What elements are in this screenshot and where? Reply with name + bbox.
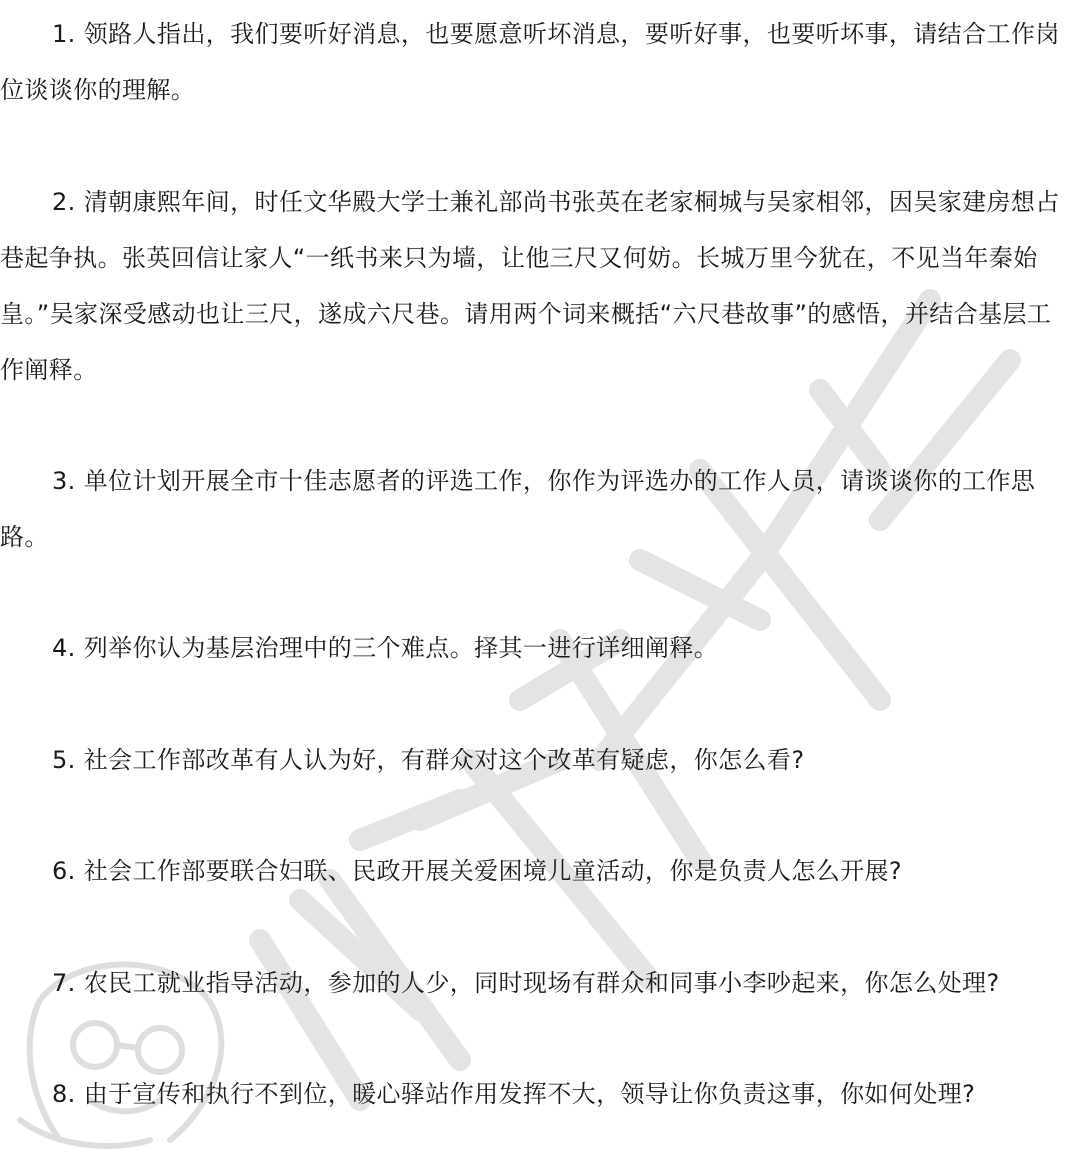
question-4: 4. 列举你认为基层治理中的三个难点。择其一进行详细阐释。	[52, 634, 719, 662]
question-3: 3. 单位计划开展全市十佳志愿者的评选工作，你作为评选办的工作人员，请谈谈你的工作思路。	[0, 467, 1036, 551]
question-2: 2. 清朝康熙年间，时任文华殿大学士兼礼部尚书张英在老家桐城与吴家相邻，因吴家建房想占巷起争执。张英回信让家人“一纸书来只为墙，让他三尺又何妨。长城万里今犹在，不见当年秦始皇。”吴家深受感动也让三尺，遂成六尺巷。请用两个词来概括“六尺巷故事”的感悟，并结合基层工作阐释。	[0, 188, 1060, 384]
question-1: 1. 领路人指出，我们要听好消息，也要愿意听坏消息，要听好事，也要听坏事，请结合工作岗位谈谈你的理解。	[0, 20, 1060, 104]
question-7: 7. 农民工就业指导活动，参加的人少，同时现场有群众和同事小李吵起来，你怎么处理?	[52, 969, 1000, 997]
question-5: 5. 社会工作部改革有人认为好，有群众对这个改革有疑虑，你怎么看?	[52, 746, 805, 774]
question-8: 8. 由于宣传和执行不到位，暖心驿站作用发挥不大，领导让你负责这事，你如何处理?	[52, 1080, 976, 1108]
question-6: 6. 社会工作部要联合妇联、民政开展关爱困境儿童活动，你是负责人怎么开展?	[52, 857, 903, 885]
